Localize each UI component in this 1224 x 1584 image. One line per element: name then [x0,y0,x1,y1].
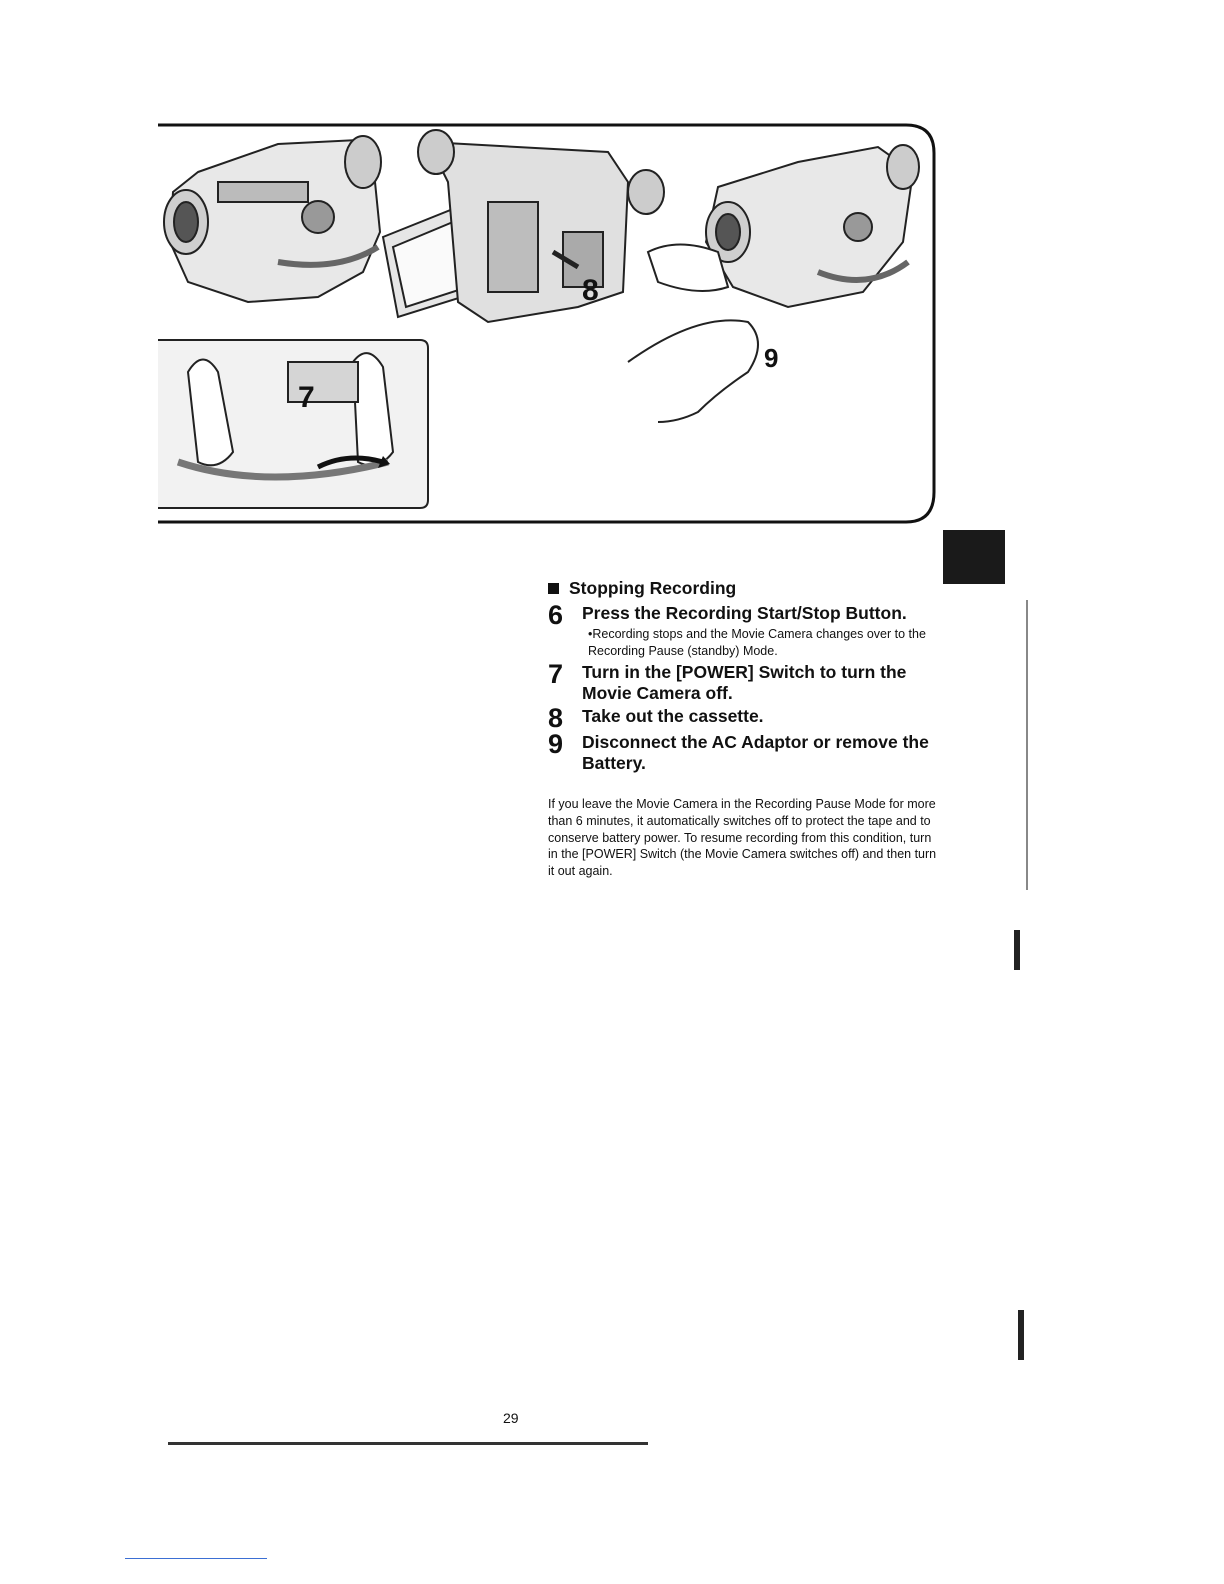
step-title: Press the Recording Start/Stop Button. [582,603,907,623]
step-label-9: 9 [764,343,779,373]
page-number: 29 [503,1410,519,1426]
step-9 [548,729,938,774]
illustration-figure [158,122,936,528]
step-label-7: 7 [298,381,315,414]
camcorder-icon [706,145,919,307]
square-bullet-icon [548,583,559,594]
camcorder-icon [164,136,381,302]
step-title: Disconnect the AC Adaptor or remove the Battery. [582,732,929,773]
instructions [548,578,938,880]
step-note: •Recording stops and the Movie Camera changes over to the Recording Pause (standby) Mode. [588,627,926,658]
step-number: 7 [548,659,564,689]
hand-icon [158,340,428,508]
step-8 [548,703,938,733]
scan-edge-line [125,1558,267,1559]
step-number: 8 [548,703,564,733]
step-6 [548,600,938,660]
edge-mark [1026,600,1028,890]
auto-off-paragraph: If you leave the Movie Camera in the Recording Pause Mode for more than 6 minutes, it automatically switches off to protect the tape and to conserve battery power. To resume recording from this condition, turn in the [POWER] Switch (the Movie Camera switches off) and then turn it out again. [548,797,937,879]
step-title: Take out the cassette. [582,706,764,726]
step-number: 9 [548,729,564,759]
step-label-8: 8 [582,274,599,307]
section-tab-marker [943,530,1005,584]
section-heading-text: Stopping Recording [569,578,737,598]
footer-rule [168,1442,648,1445]
edge-mark [1018,1310,1024,1360]
step-title: Turn in the [POWER] Switch to turn the Movie Camera off. [582,662,907,703]
step-number: 6 [548,600,564,630]
section-heading [548,578,938,599]
step-7 [548,659,938,704]
edge-mark [1014,930,1020,970]
